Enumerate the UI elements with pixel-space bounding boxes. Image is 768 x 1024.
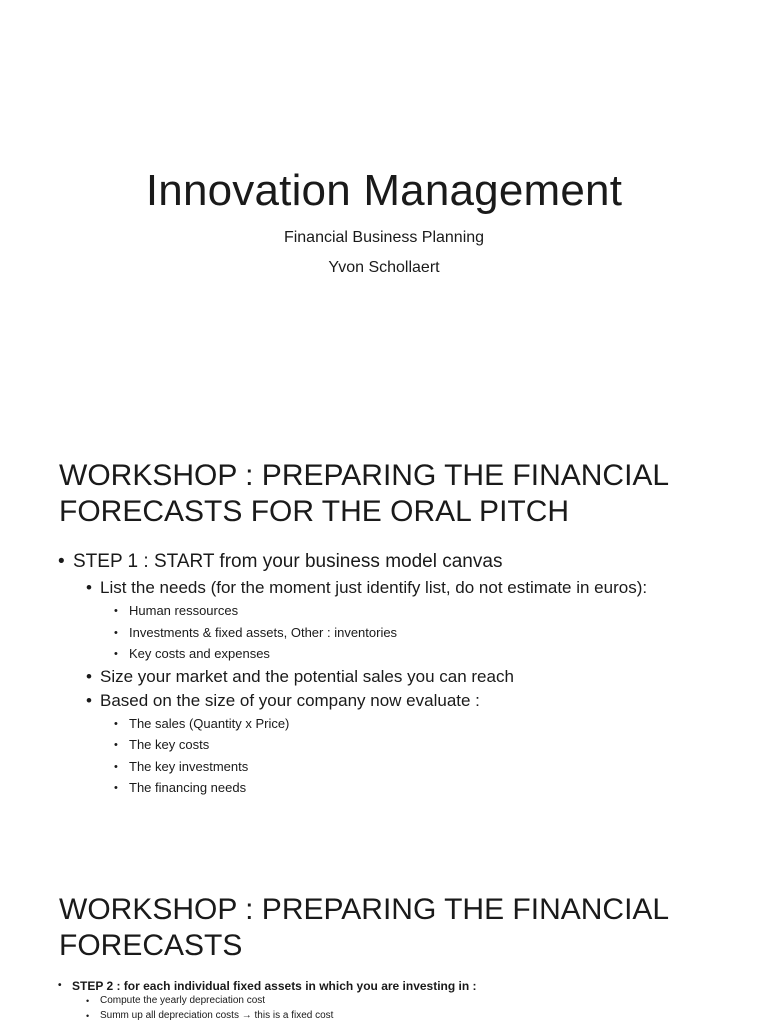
list-item: • Human ressources <box>114 600 748 622</box>
presentation-subtitle: Financial Business Planning <box>283 229 485 246</box>
list-item: • The sales (Quantity x Price) <box>114 713 748 735</box>
step1-bullet-list <box>58 550 748 799</box>
presentation-title: Innovation Management <box>145 166 623 215</box>
list-item: • The key costs <box>114 734 748 756</box>
needs-sublist <box>114 600 748 665</box>
step2-bullet-list <box>58 978 748 1023</box>
slide-heading-line2: FORECASTS FOR THE ORAL PITCH <box>59 495 570 528</box>
presentation-author: Yvon Schollaert <box>328 259 440 276</box>
list-item: • Summ up all depreciation costs → this is a fixed cost <box>86 1009 748 1024</box>
slide-heading <box>59 892 739 964</box>
list-item: • Compute the yearly depreciation cost <box>86 994 748 1009</box>
step2-bullet: • STEP 2 : for each individual fixed assets in which you are investing in : <box>58 978 748 994</box>
workshop-slide-step1 <box>0 410 768 850</box>
title-slide <box>0 0 768 410</box>
slide-heading-line2: FORECASTS <box>59 929 243 962</box>
evaluate-sublist <box>114 713 748 799</box>
list-item: • Investments & fixed assets, Other : inventories <box>114 622 748 644</box>
step2-sublist <box>86 994 748 1023</box>
size-market-bullet: • Size your market and the potential sales you can reach <box>86 665 748 689</box>
slide-heading <box>59 458 739 530</box>
workshop-slide-step2 <box>0 850 768 1024</box>
step1-bullet: • STEP 1 : START from your business model canvas <box>58 550 748 574</box>
slide-heading-line1: WORKSHOP : PREPARING THE FINANCIAL <box>59 459 670 492</box>
slide-heading-line1: WORKSHOP : PREPARING THE FINANCIAL <box>59 893 670 926</box>
needs-bullet: • List the needs (for the moment just identify list, do not estimate in euros): <box>86 576 748 600</box>
evaluate-bullet: • Based on the size of your company now evaluate : <box>86 689 748 713</box>
list-item: • The financing needs <box>114 777 748 799</box>
step1-sublist <box>86 576 748 799</box>
list-item: • The key investments <box>114 756 748 778</box>
list-item: • Key costs and expenses <box>114 643 748 665</box>
